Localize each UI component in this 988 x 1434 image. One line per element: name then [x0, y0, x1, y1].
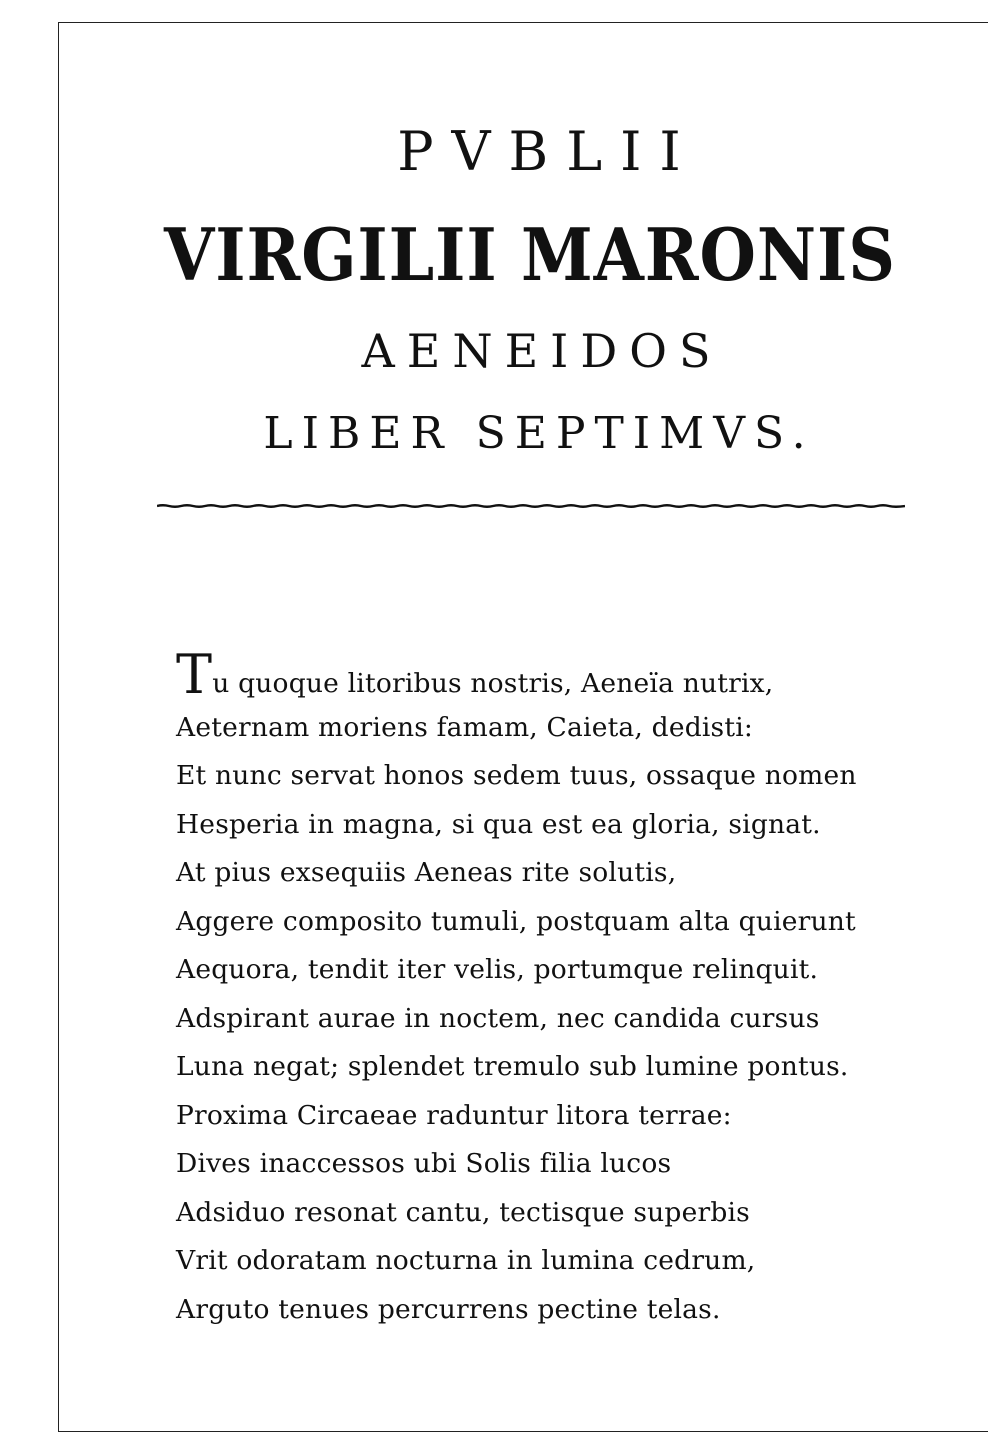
verse-line: At pius exsequiis Aeneas rite solutis,: [176, 857, 677, 888]
initial-letter: T: [176, 643, 213, 706]
title-work: AENEIDOS: [361, 324, 723, 378]
decorative-rule: [157, 503, 905, 509]
verse-line: Luna negat; splendet tremulo sub lumine pontus.: [176, 1051, 849, 1082]
verse-line: Dives inaccessos ubi Solis filia lucos: [176, 1148, 672, 1179]
verse-line: [176, 643, 936, 706]
title-book: LIBER SEPTIMVS.: [263, 408, 815, 459]
verse-line: Hesperia in magna, si qua est ea gloria, signat.: [176, 808, 821, 840]
title-author-praenomen: PVBLII: [397, 120, 699, 183]
verse-line: Adsiduo resonat cantu, tectisque superbis: [176, 1196, 750, 1228]
verse-line: Aeternam moriens famam, Caieta, dedisti:: [176, 711, 754, 743]
verse-line: Proxima Circaeae raduntur litora terrae:: [176, 1099, 732, 1131]
verse-line-text: u quoque litoribus nostris, Aeneïa nutrix,: [212, 668, 774, 699]
title-author-name: VIRGILII MARONIS: [164, 212, 896, 297]
verse-line: Vrit odoratam nocturna in lumina cedrum,: [176, 1245, 756, 1276]
poem-text: [176, 643, 936, 1334]
verse-line: Aequora, tendit iter velis, portumque relinquit.: [176, 954, 819, 985]
verse-line: Et nunc servat honos sedem tuus, ossaque nomen: [176, 760, 857, 791]
verse-line: Aggere composito tumuli, postquam alta quierunt: [176, 905, 856, 937]
verse-line: Adspirant aurae in noctem, nec candida cursus: [176, 1002, 820, 1034]
verse-line: Arguto tenues percurrens pectine telas.: [176, 1293, 721, 1325]
